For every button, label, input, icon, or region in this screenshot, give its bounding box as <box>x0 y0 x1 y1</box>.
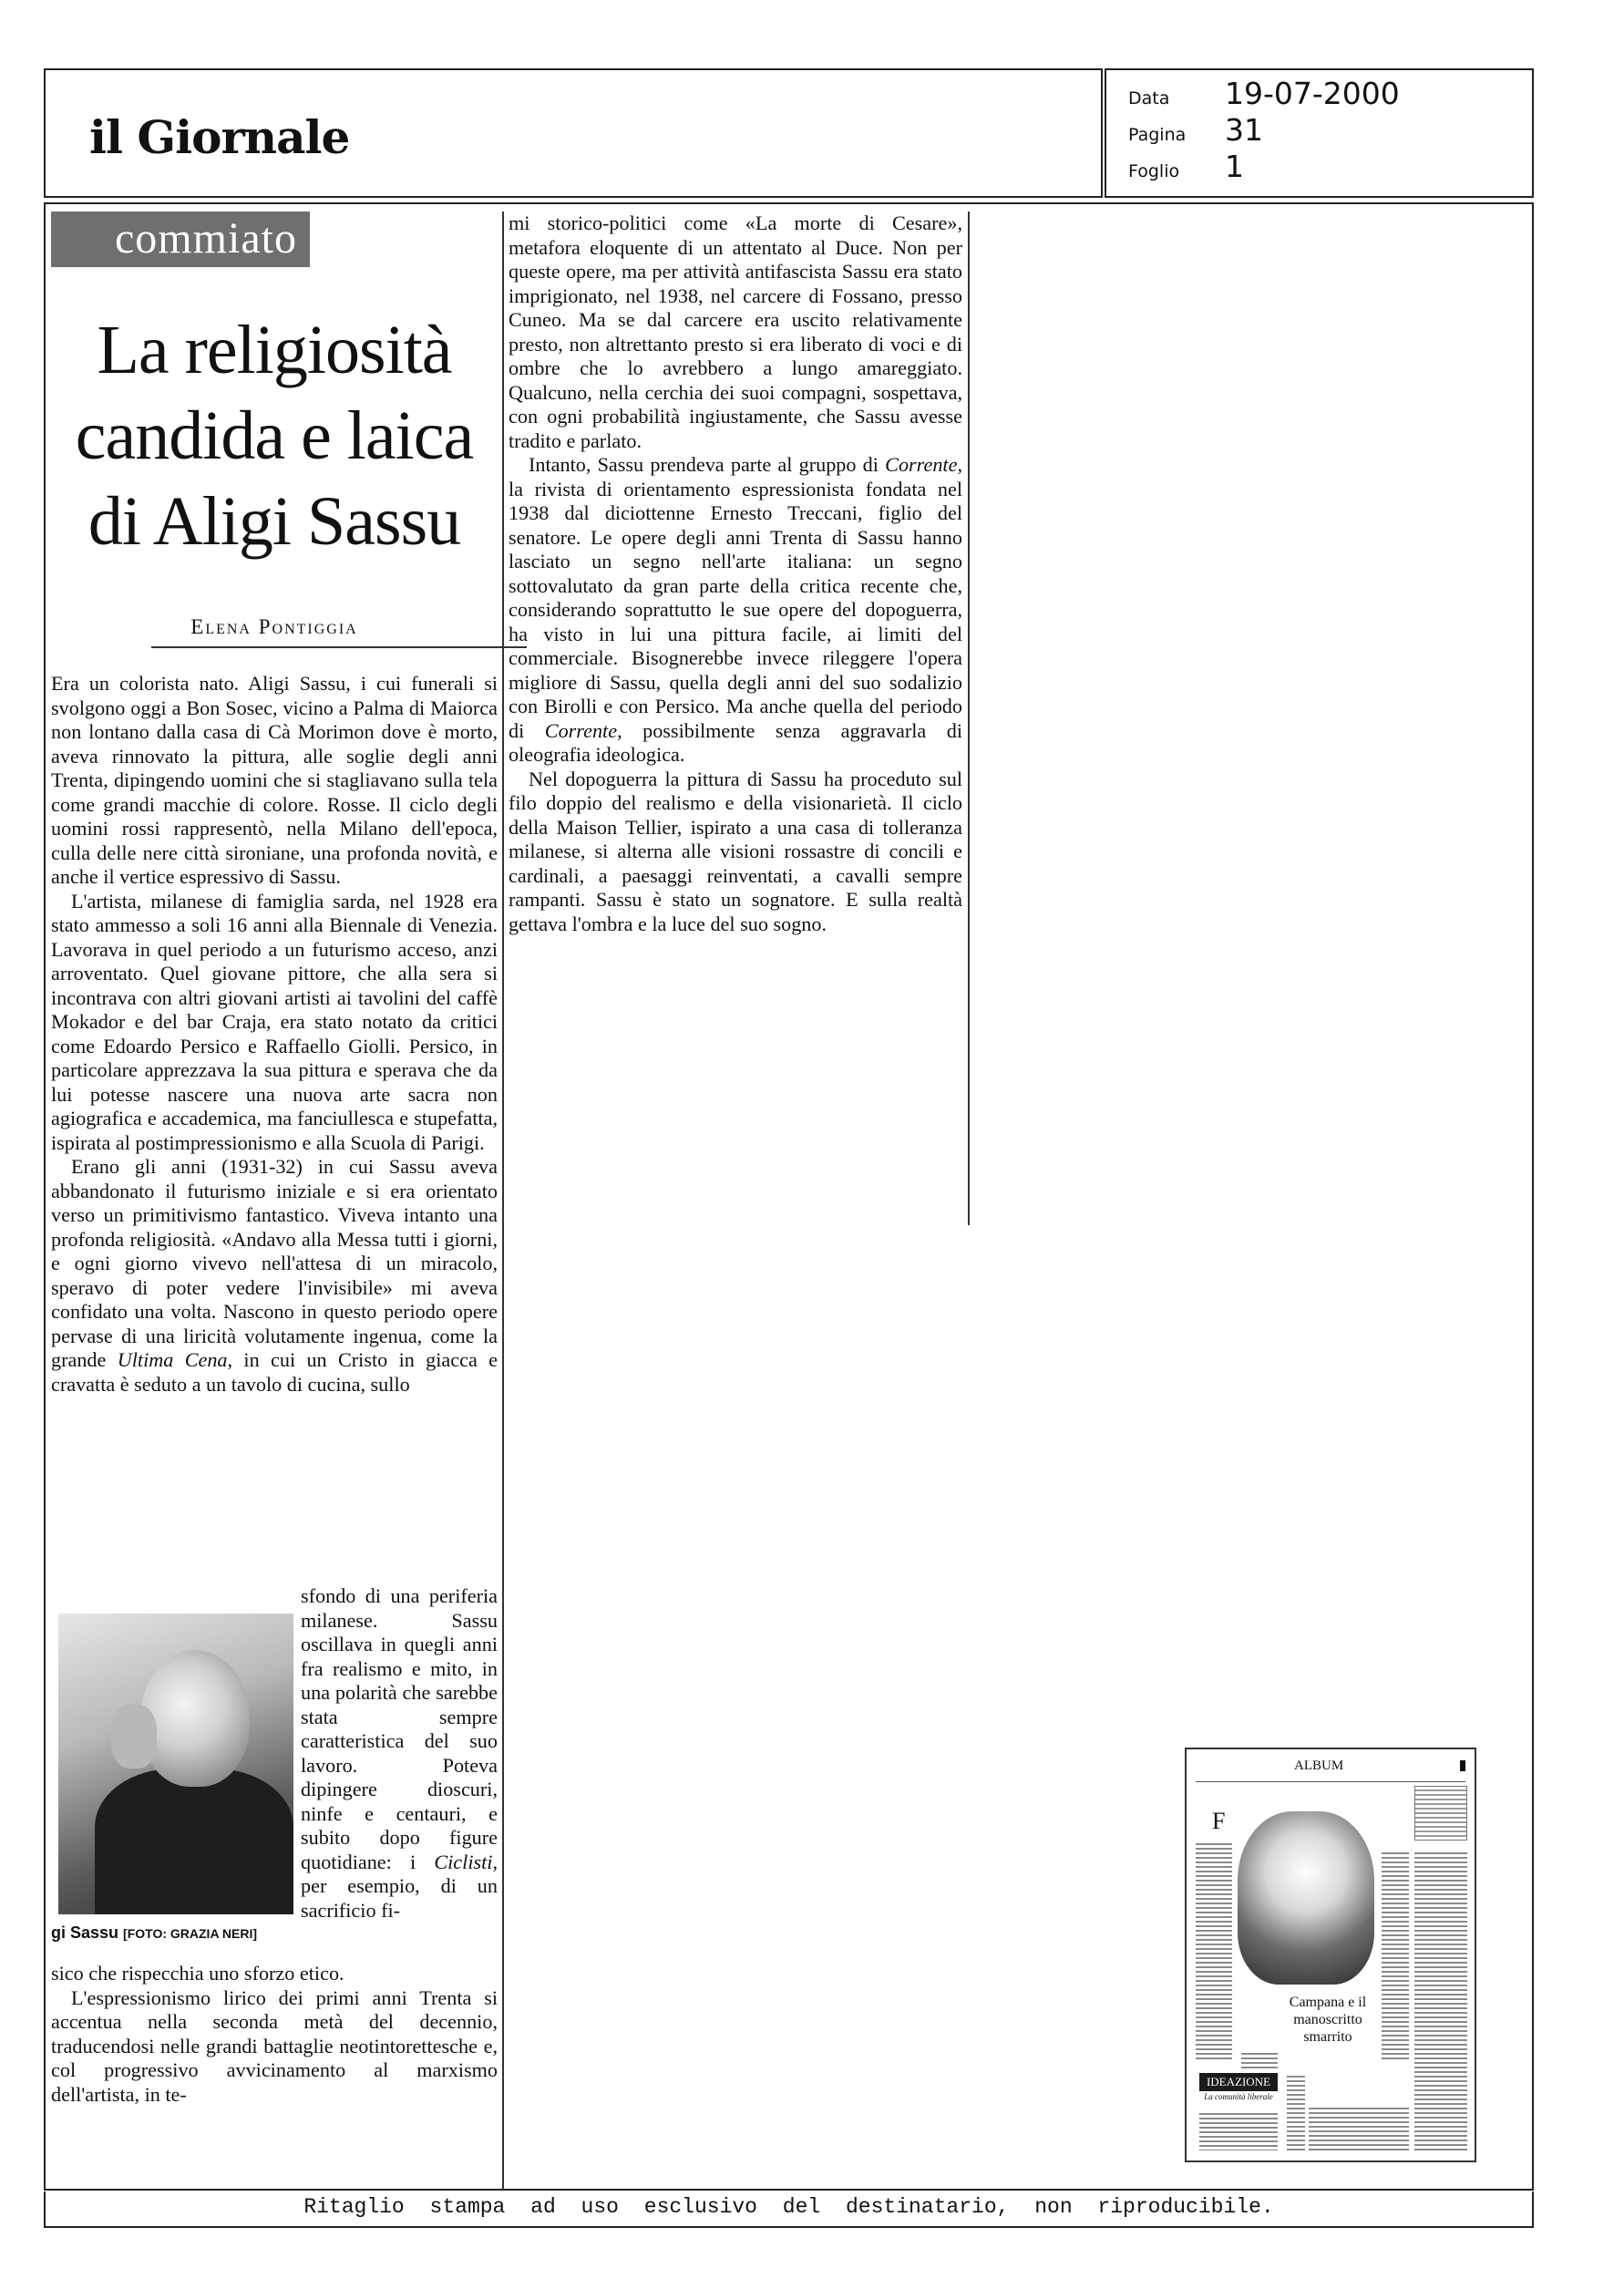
thumbnail-initial: F <box>1212 1808 1226 1834</box>
thumbnail-text-lines <box>1382 1850 1409 2059</box>
meta-sheet-value: 1 <box>1225 149 1244 184</box>
artwork-title: Ciclisti <box>434 1850 493 1873</box>
magazine-title: Corrente <box>544 718 618 742</box>
text-run: , in cui un Cristo in giacca e cravatta è seduto a un tavolo di cucina, sullo <box>51 1348 498 1396</box>
meta-page-row <box>1128 112 1263 148</box>
thumbnail-section: ALBUM <box>1294 1758 1344 1773</box>
thumbnail-marker <box>1460 1760 1465 1771</box>
headline-line: di Aligi Sassu <box>87 483 461 560</box>
paragraph <box>509 453 962 768</box>
paragraph: mi storico-politici come «La morte di Cesare», metafora eloquente di un attentato al Duce. Non per queste opere, ma per attività antifascista Sassu era stato imprigionato, nel 1938, nel carcere di Fossano, presso Cuneo. Ma se dal carcere era uscito relativamente presto, non altrettanto presto si era liberato di voci e di ombre che lo avrebbero a lungo amareggiato. Qualcuno, nella cerchia dei suoi compagni, sospettava, con ogni probabilità ingiustamente, che Sassu avesse tradito e parlato. <box>509 211 962 452</box>
text-run: , per esempio, di un sacrificio fi- <box>301 1850 498 1922</box>
magazine-title: Corrente <box>885 453 958 476</box>
photo-block <box>51 1614 295 1960</box>
text-run: Intanto, Sassu prendeva parte al gruppo di <box>529 453 886 476</box>
thumbnail-text-lines <box>1241 2050 1278 2068</box>
column-rule <box>968 211 970 1225</box>
photo-caption <box>51 1923 257 1943</box>
thumbnail-text-lines <box>1287 2073 1305 2150</box>
paragraph: Nel dopoguerra la pittura di Sassu ha proceduto sul filo doppio del realismo e della visionarietà. Il ciclo della Maison Tellier, ispirato a una casa di tolleranza milanese, si alterna alle visioni rossastre di concili e cardinali, a paesaggi reinventati, a cavalli sempre rampanti. Sassu è stato un sognatore. E sulla realtà gettava l'ombra e la luce del suo sogno. <box>509 767 962 935</box>
paragraph <box>51 1155 498 1397</box>
thumbnail-text-lines <box>1196 1841 1232 2059</box>
meta-sheet-row <box>1128 149 1244 184</box>
page-thumbnail <box>1185 1748 1476 2162</box>
caption-credit: [FOTO: GRAZIA NERI] <box>123 1926 258 1941</box>
text-run: Erano gli anni (1931-32) in cui Sassu aveva abbandonato il futurismo iniziale e si era orientato verso un primitivismo fantastico. Viveva intanto una profonda religiosità. «Andavo alla Messa tutti i giorni, e ogni giorno vivevo nell'attesa di un miracolo, speravo di poter vedere l'invisibile» mi aveva confidato una volta. Nascono in questo periodo opere pervase di una liricità volutamente ingenua, come la grande <box>51 1155 498 1371</box>
article-column-2 <box>509 211 962 936</box>
paragraph: L'espressionismo lirico dei primi anni Trenta si accentua nella seconda metà del decennio, traducendosi nelle grandi battaglie neotintorettesche e, col progressivo avvicinamento al marxismo dell'artista, in te- <box>51 1985 498 2106</box>
meta-date-value: 19-07-2000 <box>1225 76 1400 111</box>
photo-hand <box>111 1705 157 1769</box>
text-run: , la rivista di orientamento espressionista fondata nel 1938 dal diciottenne Ernesto Treccani, figlio del senatore. Le opere degli anni Trenta di Sassu hanno lasciato un segno nell'arte italiana: un segno sottovalutato da gran parte della critica recente che, considerando soprattutto le sue opere del dopoguerra, ha visto in lui una pittura facile, ai limiti del commerciale. Bisognerebbe invece rileggere l'opera migliore di Sassu, quella degli anni del suo sodalizio con Birolli e con Persico. Ma anche quella del periodo di <box>509 453 962 742</box>
header-masthead-box <box>44 68 1103 198</box>
paragraph: L'artista, milanese di famiglia sarda, nel 1928 era stato ammesso a soli 16 anni alla Biennale di Venezia. Lavorava in quel periodo a un futurismo acceso, anzi arroventato. Quel giovane pittore, che alla sera si incontrava con altri giovani artisti ai tavolini del caffè Mokador e del bar Craja, era stato notato da critici come Edoardo Persico e Raffaello Giolli. Persico, in particolare apprezzava la sua pittura e sperava che da lui potesse nascere una nuova arte sacra non agiografica e accademica, ma fanciullesca e stupefatta, ispirata al postimpressionismo e alla Scuola di Parigi. <box>51 889 498 1154</box>
thumbnail-title: Campana e il manoscritto smarrito <box>1289 1995 1367 2045</box>
text-run: , possibilmente senza aggravarla di oleografia ideologica. <box>509 718 962 766</box>
meta-date-label: Data <box>1128 88 1170 108</box>
paragraph: Era un colorista nato. Aligi Sassu, i cui funerali si svolgono oggi a Bon Sosec, vicino a Palma di Maiorca non lontano dalla casa di Cà Morimon dove è morto, aveva rinnovato la pittura, alle soglie degli anni Trenta, dipingendo uomini che si stagliavano sulla tela come grandi macchie di colore. Rosse. Il ciclo degli uomini rossi rappresentò, nella Milano dell'epoca, culla delle nere città sironiane, una profonda novità, e anche il vertice espressivo di Sassu. <box>51 672 498 888</box>
headline <box>51 307 498 564</box>
masthead: il Giornale <box>89 110 350 164</box>
thumbnail-badge-sub: La comunità liberale <box>1204 2092 1273 2101</box>
article-body-col1 <box>51 672 498 1397</box>
footer-notice: Ritaglio stampa ad uso esclusivo del destinatario, non riproducibile. <box>303 2195 1274 2219</box>
header-meta-box <box>1105 68 1534 198</box>
headline-line: La religiosità <box>97 312 452 388</box>
thumbnail-text-lines <box>1414 1850 1467 2150</box>
byline-rule <box>151 646 527 648</box>
text-run: sfondo di una periferia milanese. Sassu oscillava in quegli anni fra realismo e mito, in una polarità che sarebbe stata sempre caratteristica del suo lavoro. Poteva dipingere dioscuri, ninfe e centauri, e subito dopo figure quotidiane: i <box>301 1584 498 1873</box>
thumbnail-portrait <box>1238 1811 1374 1985</box>
rubric <box>51 211 310 267</box>
artwork-title: Ultima Cena <box>117 1348 228 1371</box>
thumbnail-text-lines <box>1309 2105 1409 2150</box>
headline-line: candida e laica <box>75 397 474 474</box>
thumbnail-text-lines <box>1199 2110 1278 2150</box>
caption-name: gi Sassu <box>51 1923 119 1942</box>
thumbnail-badge: IDEAZIONE <box>1199 2073 1278 2091</box>
photo-silhouette <box>95 1769 293 1914</box>
byline: Elena Pontiggia <box>190 615 358 638</box>
paragraph: sico che rispecchia uno sforzo etico. <box>51 1962 344 1985</box>
column-rule <box>502 211 504 2190</box>
article-body-col1-tail <box>51 1962 498 2107</box>
rubric-label: commiato <box>115 214 297 263</box>
portrait-photo <box>58 1614 293 1914</box>
photo-face <box>140 1650 250 1787</box>
footer-box <box>44 2191 1534 2228</box>
paragraph <box>301 1584 498 1923</box>
article-body-narrow <box>301 1584 498 1923</box>
meta-sheet-label: Foglio <box>1128 161 1180 181</box>
meta-date-row <box>1128 76 1400 111</box>
thumbnail-sidebox <box>1414 1786 1467 1841</box>
meta-page-value: 31 <box>1225 112 1263 148</box>
meta-page-label: Pagina <box>1128 125 1187 145</box>
article-column-1 <box>51 211 498 1397</box>
